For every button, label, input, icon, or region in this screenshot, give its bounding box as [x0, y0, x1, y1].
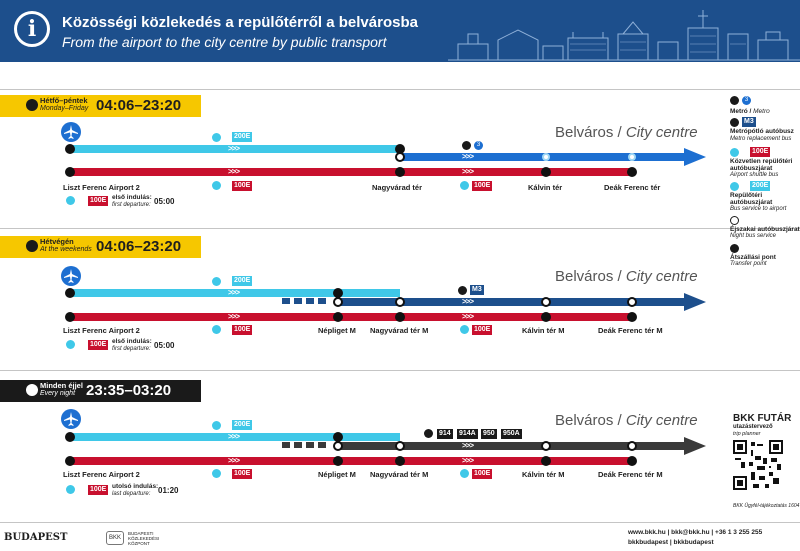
- stop-label: Deák Ferenc tér: [604, 183, 661, 192]
- last-departure-label-en: last departure:: [112, 491, 151, 497]
- legend-transfer: Átszállási pont: [730, 254, 776, 261]
- bus-badge-100e: 100E: [474, 326, 491, 333]
- schedule-hours: 04:06–23:20: [96, 97, 182, 114]
- airplane-icon: [61, 122, 81, 142]
- stop-deak: [627, 456, 637, 466]
- destination-label: Belváros / City centre: [555, 124, 698, 141]
- divider: [0, 522, 800, 523]
- metro-replacement-badge: M3: [472, 286, 482, 293]
- divider: [0, 89, 800, 90]
- arrow-head: [684, 293, 706, 311]
- first-departure-time: 05:00: [154, 341, 175, 350]
- bus-icon: [212, 421, 221, 430]
- arrow-head: [684, 437, 706, 455]
- legend-night-en: Night bus service: [730, 233, 777, 239]
- legend-shuttle-en: Airport shuttle bus: [730, 172, 779, 178]
- bus-icon: [460, 469, 469, 478]
- schedule-hours: 23:35–03:20: [86, 382, 172, 399]
- bus-badge-200e: 200E: [234, 277, 251, 284]
- stop-label: Nagyvárad tér: [372, 183, 423, 192]
- bkk-logo-icon: BKK: [106, 531, 124, 545]
- stop-nepliget: [333, 456, 343, 466]
- stop-nagyvarad: [395, 167, 405, 177]
- metro-line-badge: 3: [742, 96, 751, 105]
- bus-icon: [212, 469, 221, 478]
- stop-label: Kálvin tér M: [522, 470, 565, 479]
- info-icon: i: [14, 11, 50, 47]
- bkk-text: KÖZLEKEDÉSI: [128, 536, 160, 541]
- bus-icon: [460, 181, 469, 190]
- stop-nagyvarad: [395, 152, 405, 162]
- schedule-box-night: [0, 380, 201, 402]
- metro-icon: [462, 141, 471, 150]
- stop-airport: [65, 312, 75, 322]
- destination-label: Belváros / City centre: [555, 268, 698, 285]
- stop-airport: [65, 144, 75, 154]
- legend-transfer-en: Transfer point: [730, 261, 767, 267]
- header-banner: [0, 0, 800, 62]
- parliament-skyline-icon: [448, 4, 800, 62]
- airplane-icon: [61, 266, 81, 286]
- stop-airport: [65, 167, 75, 177]
- bus-icon: [66, 340, 75, 349]
- stop-label: Népliget M: [318, 470, 356, 479]
- bus-icon: [212, 325, 221, 334]
- bus-badge-100e: 100E: [234, 182, 251, 189]
- direction-chevron: >>>: [462, 297, 474, 306]
- qr-code-icon[interactable]: [733, 440, 783, 490]
- bus-icon: [66, 485, 75, 494]
- schedule-hours: 04:06–23:20: [96, 238, 182, 255]
- direction-chevron: >>>: [228, 144, 240, 153]
- night-bus-badge: 914A: [456, 428, 479, 440]
- last-departure-time: 01:20: [158, 486, 179, 495]
- legend-shuttle: autóbuszjárat: [730, 165, 773, 172]
- stop-label-airport: Liszt Ferenc Airport 2: [63, 470, 140, 479]
- sun-icon: [26, 240, 38, 252]
- walk-dash: [282, 298, 290, 304]
- stop-deak: [627, 312, 637, 322]
- schedule-day-en: Monday–Friday: [40, 105, 89, 112]
- direction-chevron: >>>: [462, 312, 474, 321]
- night-bus-icon: [730, 216, 739, 225]
- stop-deak: [628, 153, 636, 161]
- metro-replacement-icon: [458, 286, 467, 295]
- bus-badge-100e: 100E: [234, 326, 251, 333]
- bus-icon: [460, 325, 469, 334]
- first-departure-label: első indulás:: [112, 194, 152, 201]
- bus-badge-100e: 100E: [234, 470, 251, 477]
- budapest-logo: BUDAPEST: [4, 532, 68, 543]
- stop-label-airport: Liszt Ferenc Airport 2: [63, 326, 140, 335]
- direction-chevron: >>>: [228, 312, 240, 321]
- header-title: Közösségi közlekedés a repülőtérről a belvárosba: [62, 14, 418, 31]
- schedule-day-en: At the weekends: [40, 246, 92, 253]
- bus-icon: [730, 182, 739, 191]
- direction-chevron: >>>: [228, 432, 240, 441]
- stop-label: Deák Ferenc tér M: [598, 470, 663, 479]
- walk-dash: [294, 442, 302, 448]
- legend-airport-bus: Repülőtéri: [730, 192, 763, 199]
- planner-sub-en: trip planner: [733, 431, 761, 437]
- stop-nagyvarad: [395, 456, 405, 466]
- first-departure-label-en: first departure:: [112, 346, 151, 352]
- stop-label: Deák Ferenc tér M: [598, 326, 663, 335]
- walk-dash: [294, 298, 302, 304]
- direction-chevron: >>>: [228, 288, 240, 297]
- bus-badge-100e: 100E: [90, 197, 107, 204]
- metro-replacement-icon: [730, 118, 739, 127]
- metro-icon: [730, 96, 739, 105]
- bus-icon: [212, 277, 221, 286]
- transfer-point-icon: [730, 244, 739, 253]
- stop-nepliget: [333, 312, 343, 322]
- bus-badge-100e: 100E: [474, 182, 491, 189]
- direction-chevron: >>>: [228, 167, 240, 176]
- bus-badge-100e: 100E: [90, 341, 107, 348]
- walk-dash: [318, 442, 326, 448]
- schedule-day: Minden éjjel: [40, 381, 83, 390]
- footer-note: BKK Ügyfél-tájékoztatás 1604: [733, 503, 800, 509]
- stop-nagyvarad: [395, 297, 405, 307]
- stop-kalvin: [541, 441, 551, 451]
- stop-kalvin: [542, 153, 550, 161]
- bus-badge-200e: 200E: [234, 421, 251, 428]
- stop-label: Nagyvárad tér M: [370, 326, 429, 335]
- stop-airport: [65, 456, 75, 466]
- first-departure-time: 05:00: [154, 197, 175, 206]
- legend-replacement-badge: M3: [744, 118, 754, 125]
- bkk-text: KÖZPONT: [128, 541, 150, 546]
- direction-chevron: >>>: [462, 441, 474, 450]
- legend-shuttle: Közvetlen repülőtéri: [730, 158, 793, 165]
- legend-night: Éjszakai autóbuszjárat: [730, 226, 800, 233]
- stop-kalvin: [541, 297, 551, 307]
- stop-nepliget: [333, 441, 343, 451]
- bus-badge-200e: 200E: [234, 133, 251, 140]
- night-bus-badge: 950: [480, 428, 498, 440]
- stop-label: Nagyvárad tér M: [370, 470, 429, 479]
- header-subtitle: From the airport to the city centre by public transport: [62, 34, 387, 50]
- stop-label-airport: Liszt Ferenc Airport 2: [63, 183, 140, 192]
- stop-nepliget: [333, 297, 343, 307]
- sun-icon: [26, 99, 38, 111]
- walk-dash: [306, 298, 314, 304]
- legend-airport-bus-en: Bus service to airport: [730, 206, 787, 212]
- legend-replacement-en: Metro replacement bus: [730, 136, 792, 142]
- night-bus-badge: 950A: [500, 428, 523, 440]
- stop-deak: [627, 297, 637, 307]
- direction-chevron: >>>: [462, 167, 474, 176]
- schedule-day: Hétvégén: [40, 237, 74, 246]
- walk-dash: [306, 442, 314, 448]
- stop-nagyvarad: [395, 441, 405, 451]
- first-departure-label: első indulás:: [112, 338, 152, 345]
- stop-nagyvarad: [395, 312, 405, 322]
- footer-contact[interactable]: www.bkk.hu | bkk@bkk.hu | +36 1 3 255 255: [628, 529, 763, 536]
- legend-metro: Metró / Metro: [730, 108, 770, 115]
- direction-chevron: >>>: [462, 152, 474, 161]
- metro-line-badge: 3: [474, 141, 483, 150]
- stop-kalvin: [541, 456, 551, 466]
- stop-label: Kálvin tér: [528, 183, 563, 192]
- airplane-icon: [61, 409, 81, 429]
- night-bus-badge: 914: [436, 428, 454, 440]
- night-bus-icon: [424, 429, 433, 438]
- planner-title: BKK FUTÁR: [733, 413, 792, 424]
- arrow-head: [684, 148, 706, 166]
- stop-label: Népliget M: [318, 326, 356, 335]
- direction-chevron: >>>: [228, 456, 240, 465]
- direction-chevron: >>>: [462, 456, 474, 465]
- walk-dash: [282, 442, 290, 448]
- bkk-text: BUDAPESTI: [128, 531, 154, 536]
- walk-dash: [318, 298, 326, 304]
- legend-replacement: Metrópótló autóbusz: [730, 128, 794, 135]
- planner-sub: utazástervező: [733, 424, 773, 430]
- bus-badge-100e: 100E: [474, 470, 491, 477]
- schedule-day-en: Every night: [40, 390, 76, 397]
- last-departure-label: utolsó indulás:: [112, 483, 159, 490]
- bus-icon: [212, 133, 221, 142]
- schedule-box-weekend: [0, 236, 201, 258]
- stop-deak: [627, 167, 637, 177]
- legend-airport-bus-badge: 200E: [752, 182, 769, 189]
- divider: [0, 228, 800, 229]
- bus-badge-100e: 100E: [90, 486, 107, 493]
- stop-airport: [65, 432, 75, 442]
- stop-label: Kálvin tér M: [522, 326, 565, 335]
- divider: [0, 370, 800, 371]
- bus-icon: [66, 196, 75, 205]
- bus-icon: [212, 181, 221, 190]
- legend-airport-bus: autóbuszjárat: [730, 199, 773, 206]
- footer-social[interactable]: bkkbudapest | bkkbudapest: [628, 539, 714, 546]
- stop-airport: [65, 288, 75, 298]
- schedule-box-weekday: [0, 95, 201, 117]
- stop-deak: [627, 441, 637, 451]
- stop-kalvin: [541, 312, 551, 322]
- schedule-day: Hétfő–péntek: [40, 96, 88, 105]
- bus-icon: [730, 148, 739, 157]
- destination-label: Belváros / City centre: [555, 412, 698, 429]
- stop-kalvin: [541, 167, 551, 177]
- moon-icon: [26, 384, 38, 396]
- first-departure-label-en: first departure:: [112, 202, 151, 208]
- legend-shuttle-badge: 100E: [752, 148, 769, 155]
